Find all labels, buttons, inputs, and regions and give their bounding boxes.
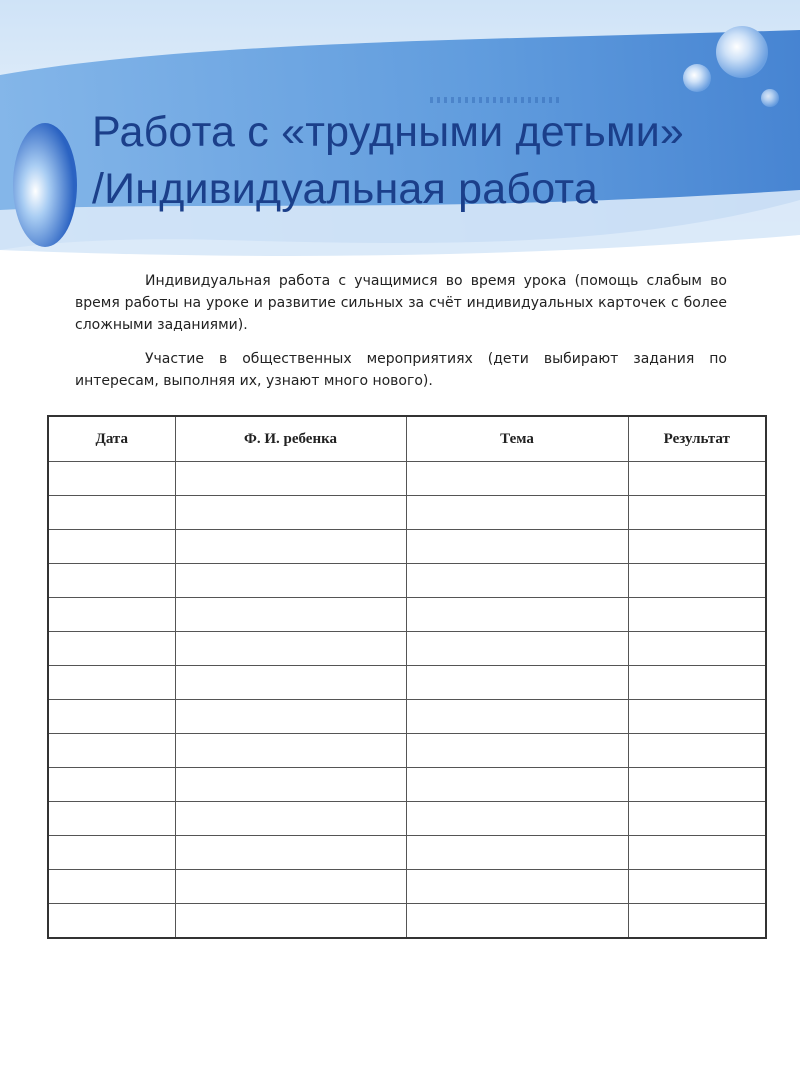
column-header-topic: Тема [406,416,628,462]
table-cell [406,904,628,939]
table-cell [628,666,766,700]
table-row [48,462,766,496]
table-cell [175,496,406,530]
table-cell [406,768,628,802]
table-cell [175,734,406,768]
table-row [48,666,766,700]
table-cell [628,836,766,870]
table-cell [48,700,175,734]
table-cell [48,734,175,768]
table-cell [175,870,406,904]
table-row [48,700,766,734]
column-header-child-name: Ф. И. ребенка [175,416,406,462]
table-row [48,768,766,802]
table-cell [175,802,406,836]
table-cell [628,870,766,904]
table-cell [175,904,406,939]
table-cell [406,836,628,870]
table-row [48,802,766,836]
table-cell [406,734,628,768]
table-cell [628,734,766,768]
table-cell [175,700,406,734]
table-cell [175,564,406,598]
table-row [48,530,766,564]
table-row [48,870,766,904]
paragraph-public-events: Участие в общественных мероприятиях (дети выбирают задания по интересам, выполняя их, узнают много нового). [75,351,727,389]
table-cell [48,462,175,496]
table-cell [406,632,628,666]
table-cell [48,632,175,666]
table-cell [48,530,175,564]
slide-title [92,104,684,218]
table-cell [48,802,175,836]
table-cell [628,632,766,666]
table-row [48,632,766,666]
table-row [48,904,766,939]
table-cell [48,904,175,939]
table-row [48,836,766,870]
body-text [75,270,727,404]
table-body [48,462,766,939]
table-cell [175,836,406,870]
table-cell [48,666,175,700]
table-row [48,564,766,598]
table-cell [628,904,766,939]
table-cell [175,462,406,496]
table-cell [628,462,766,496]
table-cell [628,768,766,802]
column-header-result: Результат [628,416,766,462]
paragraph-individual-work: Индивидуальная работа с учащимися во время урока (помощь слабым во время работы на уроке и развитие сильных за счёт индивидуальных карточек с более сложными заданиями). [75,273,727,333]
table-cell [406,530,628,564]
table-cell [406,802,628,836]
table-cell [628,700,766,734]
table-cell [628,530,766,564]
table-cell [48,870,175,904]
table-cell [406,700,628,734]
table-cell [628,564,766,598]
table-cell [406,496,628,530]
table-row [48,598,766,632]
table-cell [48,768,175,802]
table-cell [175,666,406,700]
table-cell [406,870,628,904]
table-cell [175,768,406,802]
table-cell [175,530,406,564]
record-table [47,415,767,939]
table-cell [628,598,766,632]
table-cell [48,564,175,598]
table-cell [406,598,628,632]
table-row [48,734,766,768]
column-header-date: Дата [48,416,175,462]
table-cell [175,598,406,632]
slide-title-line-2: /Индивидуальная работа [92,165,598,213]
table-cell [48,496,175,530]
table-cell [406,462,628,496]
table-cell [406,564,628,598]
table-cell [48,598,175,632]
table-cell [628,802,766,836]
slide-title-line-1: Работа с «трудными детьми» [92,108,685,156]
table-cell [628,496,766,530]
table-cell [406,666,628,700]
table-row [48,496,766,530]
table-cell [48,836,175,870]
table-header-row [48,416,766,462]
table-cell [175,632,406,666]
